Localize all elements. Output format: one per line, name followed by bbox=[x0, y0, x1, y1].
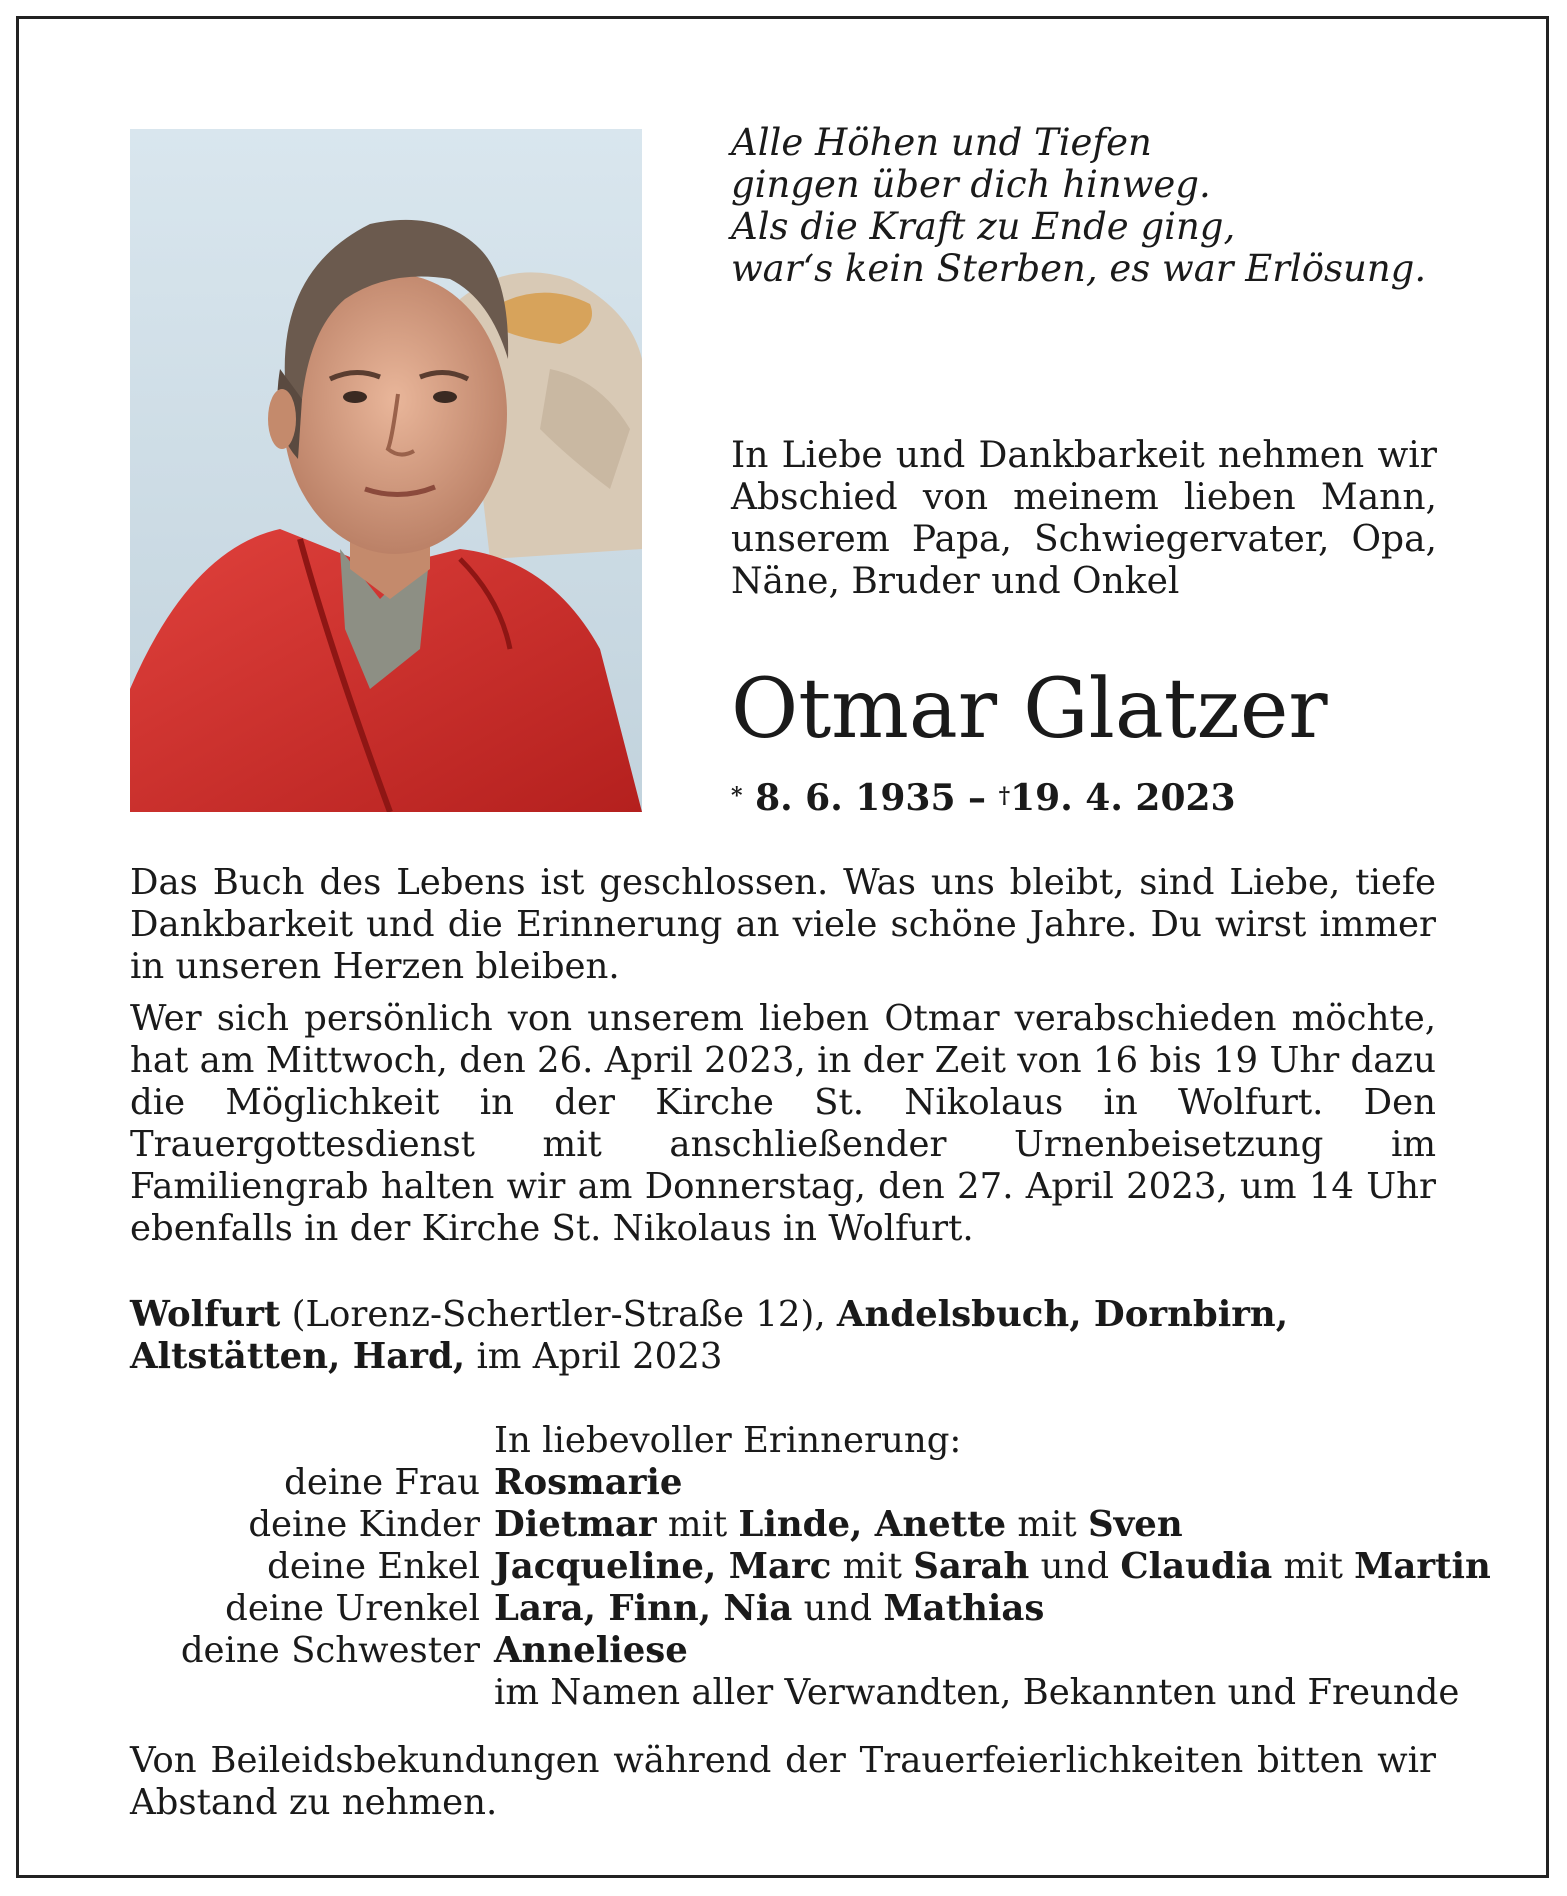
death-symbol: † bbox=[998, 783, 1011, 809]
birth-date: 8. 6. 1935 bbox=[755, 777, 956, 819]
family-names: Claudia bbox=[1120, 1546, 1273, 1587]
paragraph: Wer sich persönlich von unserem lieben Otmar verabschieden möchte, hat am Mittwoch, den 26. April 2023, in der Zeit von 16 bis 19 Uhr dazu die Möglichkeit in der Kirche St. Nikolaus in Wolfurt. Den Trauergottesdienst mit anschließender Urnenbeisetzung im Familiengrab halten wir am Donnerstag, den 27. April 2023, um 14 Uhr ebenfalls in der Kirche St. Nikolaus in Wolfurt. bbox=[130, 998, 1436, 1249]
connector: mit bbox=[831, 1546, 914, 1587]
date-separator: – bbox=[968, 777, 987, 819]
family-closing-line: im Namen aller Verwandten, Bekannten und Freunde bbox=[494, 1672, 1460, 1713]
intro-text: In Liebe und Dankbarkeit nehmen wir Abschied von meinem lieben Mann, unserem Papa, Schwiegervater, Opa, Näne, Bruder und Onkel bbox=[731, 435, 1437, 602]
relation-label: deine Frau bbox=[284, 1462, 480, 1503]
connector: und bbox=[792, 1588, 884, 1629]
family-heading: In liebevoller Erinnerung: bbox=[494, 1420, 962, 1461]
body-text bbox=[130, 862, 1436, 1250]
birth-symbol: * bbox=[731, 783, 743, 809]
life-dates bbox=[731, 776, 1236, 820]
connector: und bbox=[1029, 1546, 1121, 1587]
family-names: Lara, Finn, Nia bbox=[494, 1588, 793, 1629]
poem-line: Alle Höhen und Tiefen bbox=[731, 121, 1152, 164]
family-names: Sarah bbox=[913, 1546, 1030, 1587]
deceased-name: Otmar Glatzer bbox=[731, 662, 1328, 757]
address: (Lorenz-Schertler-Straße 12), bbox=[280, 1294, 837, 1335]
relation-label: deine Schwester bbox=[180, 1630, 480, 1671]
paragraph: Das Buch des Lebens ist geschlossen. Was uns bleibt, sind Liebe, tiefe Dankbarkeit und die Erinnerung an viele schöne Jahre. Du wirst immer in unseren Herzen bleiben. bbox=[130, 862, 1436, 987]
family-row bbox=[130, 1588, 1450, 1630]
family-row bbox=[130, 1462, 1450, 1504]
closing-note: Von Beileidsbekundungen während der Trauerfeierlichkeiten bitten wir Abstand zu nehmen. bbox=[130, 1740, 1436, 1823]
poem-line: war‘s kein Sterben, es war Erlösung. bbox=[731, 247, 1427, 290]
family-closing-row bbox=[130, 1672, 1460, 1714]
family-heading-row bbox=[130, 1420, 1450, 1462]
place-wolfurt: Wolfurt bbox=[130, 1294, 281, 1335]
places-line bbox=[130, 1294, 1450, 1378]
family-row bbox=[130, 1546, 1491, 1588]
family-names: Rosmarie bbox=[494, 1462, 683, 1503]
connector: mit bbox=[656, 1504, 739, 1545]
family-row bbox=[130, 1504, 1450, 1546]
family-names: Sven bbox=[1087, 1504, 1183, 1545]
portrait-photo bbox=[130, 129, 642, 812]
place-date: im April 2023 bbox=[465, 1336, 723, 1377]
family-names: Jacqueline, Marc bbox=[494, 1546, 832, 1587]
relation-label: deine Enkel bbox=[267, 1546, 480, 1587]
connector: mit bbox=[1006, 1504, 1088, 1545]
family-names: Dietmar bbox=[494, 1504, 657, 1545]
places-group-1: Andelsbuch, Dornbirn, bbox=[836, 1294, 1289, 1335]
connector: mit bbox=[1272, 1546, 1355, 1587]
poem bbox=[731, 122, 1451, 290]
poem-line: gingen über dich hinweg. bbox=[731, 163, 1211, 206]
family-names: Linde, Anette bbox=[738, 1504, 1007, 1545]
family-names: Anneliese bbox=[494, 1630, 688, 1671]
family-row bbox=[130, 1630, 1450, 1672]
family-list bbox=[130, 1420, 1491, 1714]
family-names: Martin bbox=[1354, 1546, 1491, 1587]
relation-label: deine Urenkel bbox=[225, 1588, 480, 1629]
poem-line: Als die Kraft zu Ende ging, bbox=[731, 205, 1236, 248]
places-group-2: Altstätten, Hard, bbox=[130, 1336, 466, 1377]
family-names: Mathias bbox=[883, 1588, 1045, 1629]
relation-label: deine Kinder bbox=[248, 1504, 480, 1545]
death-date: 19. 4. 2023 bbox=[1010, 777, 1236, 819]
